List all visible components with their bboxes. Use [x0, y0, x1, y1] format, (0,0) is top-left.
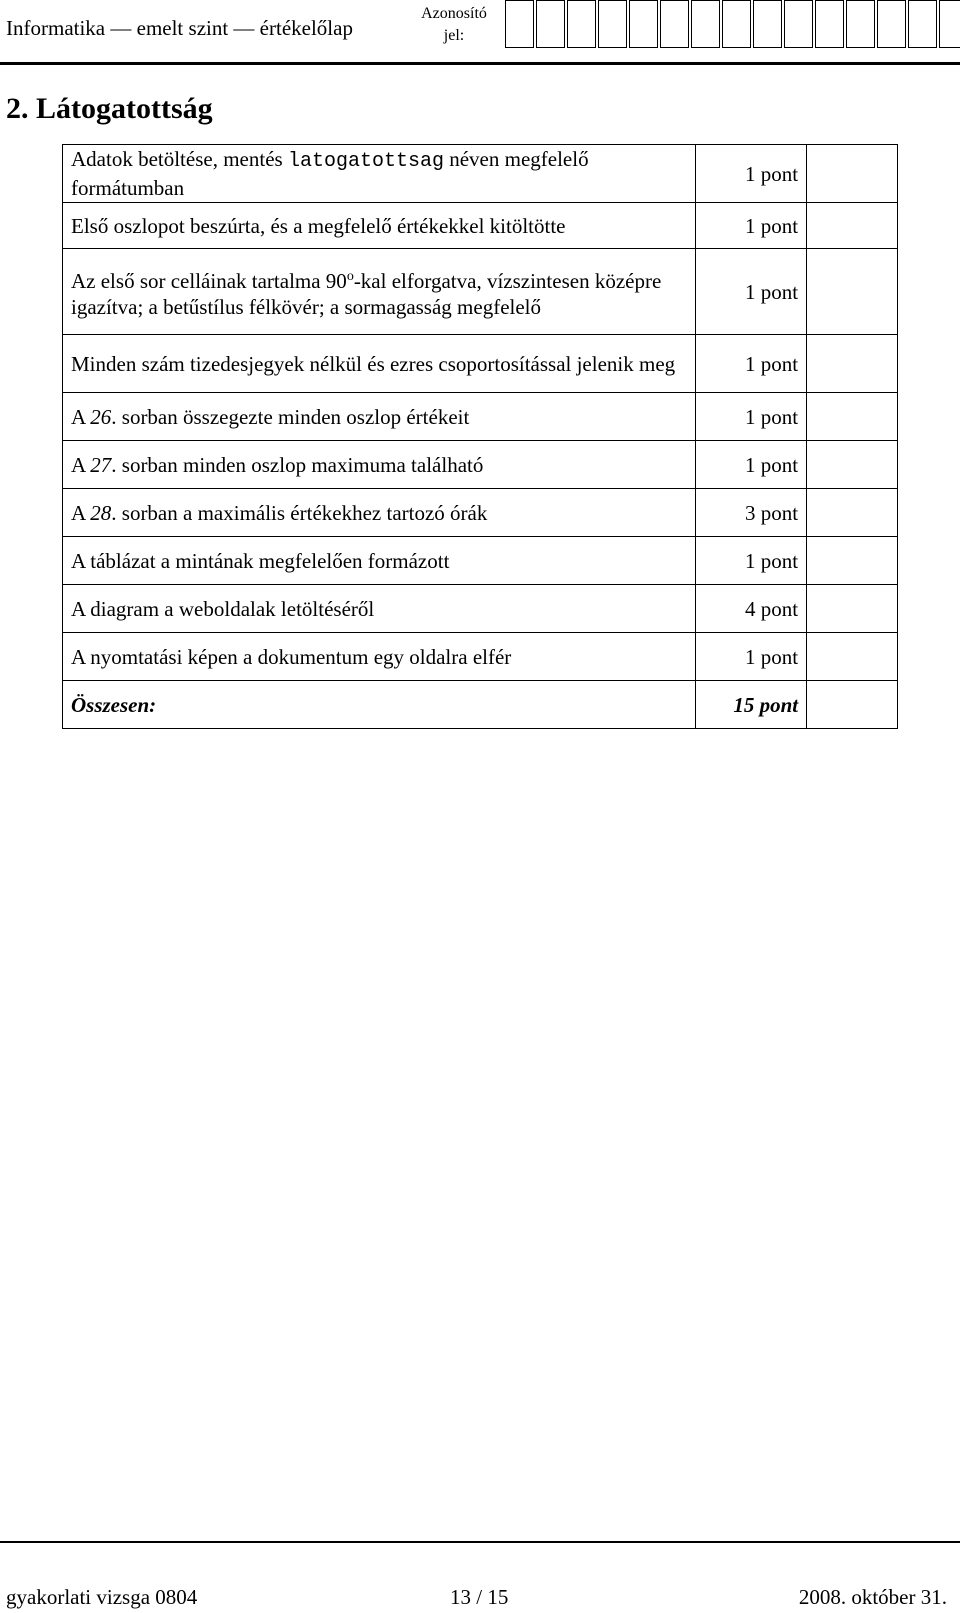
score-cell [807, 489, 898, 537]
section-title: 2. Látogatottság [6, 92, 213, 125]
footer-rule [0, 1541, 960, 1543]
points-cell: 1 pont [695, 537, 806, 585]
score-cell [807, 335, 898, 393]
id-box[interactable] [784, 0, 813, 48]
table-row [63, 335, 898, 393]
criterion-cell [63, 249, 696, 335]
file-name: latogatottsag [287, 150, 444, 173]
score-cell [807, 585, 898, 633]
scoring-table [62, 144, 898, 729]
points-cell: 1 pont [695, 441, 806, 489]
id-box[interactable] [846, 0, 875, 48]
criterion-text: A [71, 404, 91, 429]
criterion-cell: A diagram a weboldalak letöltéséről [63, 585, 696, 633]
score-cell [807, 633, 898, 681]
footer-date: 2008. október 31. [798, 1585, 947, 1609]
table-row [63, 489, 898, 537]
points-cell: 1 pont [695, 633, 806, 681]
id-box[interactable] [908, 0, 937, 48]
score-cell [807, 203, 898, 249]
points-cell: 1 pont [695, 335, 806, 393]
id-box[interactable] [939, 0, 960, 48]
table-row [63, 393, 898, 441]
table-row [63, 633, 898, 681]
score-cell [807, 441, 898, 489]
id-box[interactable] [877, 0, 906, 48]
criterion-text: A [71, 452, 91, 477]
score-cell [807, 537, 898, 585]
id-box[interactable] [598, 0, 627, 48]
criterion-cell [63, 393, 696, 441]
degree-sup: o [346, 268, 354, 284]
total-points: 15 pont [695, 681, 806, 729]
total-row [63, 681, 898, 729]
points-cell: 1 pont [695, 203, 806, 249]
points-cell: 3 pont [695, 489, 806, 537]
id-box[interactable] [691, 0, 720, 48]
points-cell: 4 pont [695, 585, 806, 633]
criterion-text: A [71, 500, 91, 525]
id-box[interactable] [629, 0, 658, 48]
score-cell [807, 393, 898, 441]
header-rule [0, 62, 960, 65]
criterion-text: -kal elforgatva, vízszintesen középre igazítva; a betűstílus félkövér; a sormagasság megfelelő [71, 268, 662, 319]
criterion-text: . sorban a maximális értékekhez tartozó órák [111, 500, 488, 525]
header-title: Informatika — emelt szint — értékelőlap [6, 16, 353, 40]
table-row [63, 537, 898, 585]
criterion-text: . sorban minden oszlop maximuma található [111, 452, 484, 477]
id-boxes [505, 0, 960, 48]
id-box[interactable] [536, 0, 565, 48]
score-cell [807, 681, 898, 729]
row-number: 27 [90, 452, 112, 477]
table-row [63, 203, 898, 249]
id-label: Azonosító jel: [421, 5, 487, 44]
criterion-cell [63, 489, 696, 537]
criterion-text: néven megfelelő formátumban [71, 147, 589, 200]
criterion-cell: A nyomtatási képen a dokumentum egy oldalra elfér [63, 633, 696, 681]
criterion-cell: Első oszlopot beszúrta, és a megfelelő értékekkel kitöltötte [63, 203, 696, 249]
points-cell: 1 pont [695, 393, 806, 441]
id-box[interactable] [660, 0, 689, 48]
total-label: Összesen: [63, 681, 696, 729]
points-cell: 1 pont [695, 249, 806, 335]
criterion-cell: A táblázat a mintának megfelelően formázott [63, 537, 696, 585]
criterion-text: . sorban összegezte minden oszlop értékeit [111, 404, 470, 429]
table-row [63, 585, 898, 633]
id-box[interactable] [815, 0, 844, 48]
table-row [63, 145, 898, 203]
score-cell [807, 249, 898, 335]
row-number: 26 [90, 404, 112, 429]
footer-page-number: 13 / 15 [450, 1585, 509, 1609]
criterion-text: Adatok betöltése, mentés [71, 147, 288, 171]
criterion-cell: Minden szám tizedesjegyek nélkül és ezres csoportosítással jelenik meg [63, 335, 696, 393]
criterion-cell [63, 145, 696, 203]
table-row [63, 441, 898, 489]
id-box[interactable] [722, 0, 751, 48]
criterion-cell [63, 441, 696, 489]
criterion-text: Az első sor celláinak tartalma 90 [71, 268, 347, 293]
row-number: 28 [90, 500, 112, 525]
id-box[interactable] [567, 0, 596, 48]
id-box[interactable] [505, 0, 534, 48]
id-box[interactable] [753, 0, 782, 48]
footer-exam-name: gyakorlati vizsga 0804 [6, 1585, 198, 1609]
score-cell [807, 145, 898, 203]
page-header [0, 0, 960, 66]
table-row [63, 249, 898, 335]
points-cell: 1 pont [695, 145, 806, 203]
